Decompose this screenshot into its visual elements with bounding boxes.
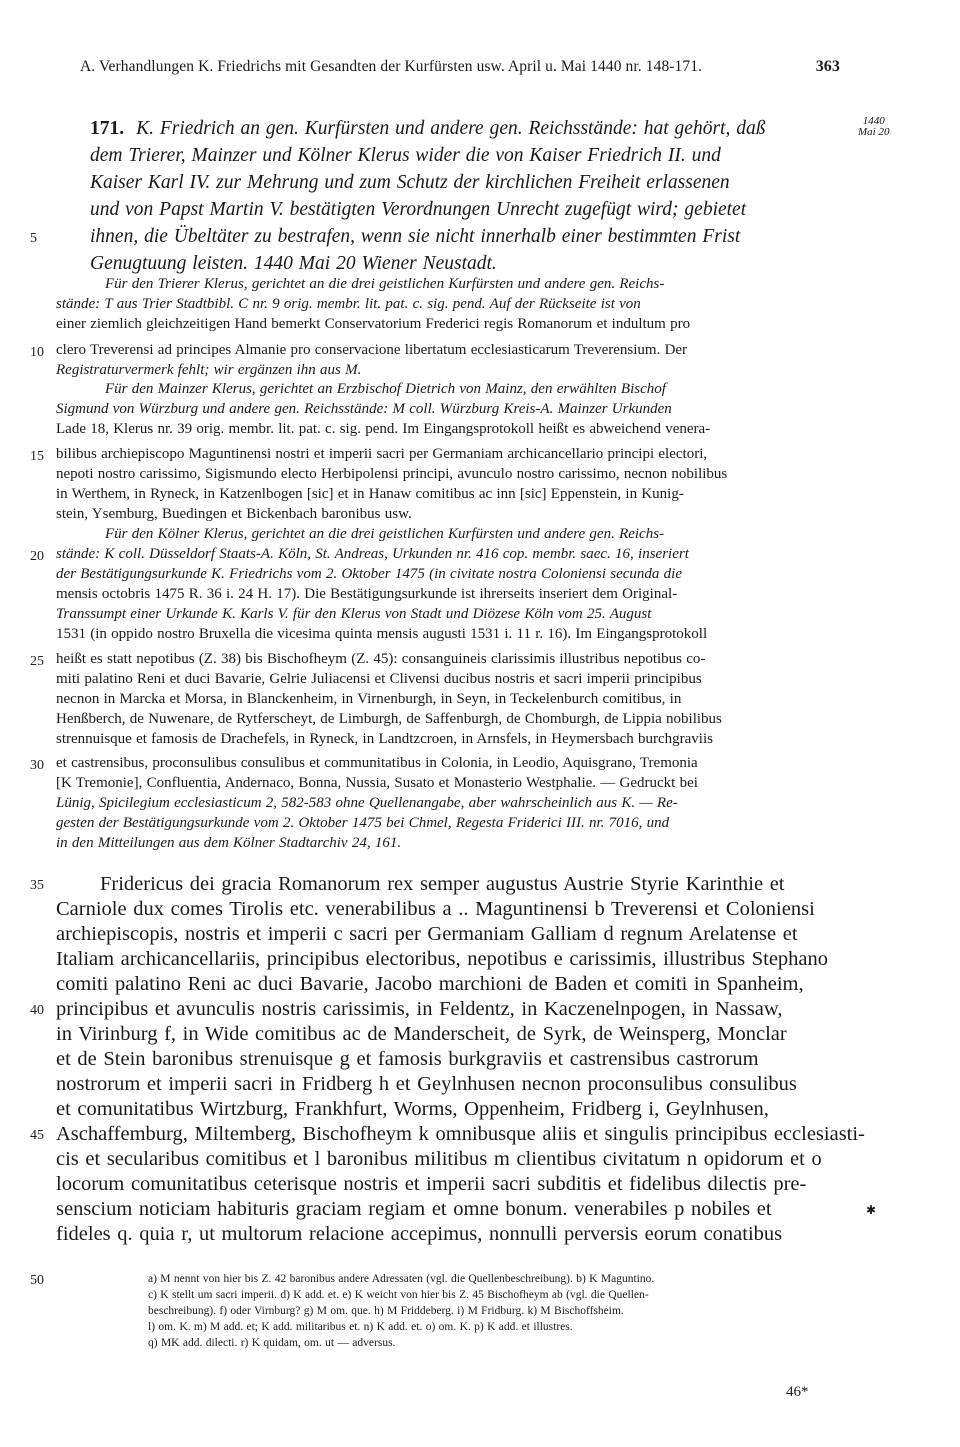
footnote-line: a) M nennt von hier bis Z. 42 baronibus andere Adressaten (vgl. die Quellenbeschreibung). b) K Maguntino. xyxy=(148,1273,655,1285)
document-number: 171. xyxy=(90,118,125,139)
apparatus-line: Für den Kölner Klerus, gerichtet an die drei geistlichen Kurfürsten und andere gen. Reichs- xyxy=(105,526,665,542)
margin-mark: ✱ xyxy=(866,1203,877,1217)
apparatus-line: stein, Ysemburg, Buedingen et Bickenbach baronibus usw. xyxy=(56,506,412,522)
apparatus-line: mensis octobris 1475 R. 36 i. 24 H. 17). Die Bestätigungsurkunde ist ihrerseits inseriert dem Original- xyxy=(56,586,678,602)
main-text-line: fideles q. quia r, ut multorum relacione accepimus, nonnulli perversis eorum conatibus xyxy=(56,1223,783,1245)
main-text-line: nostrorum et imperii sacri in Fridberg h et Geylnhusen necnon proconsulibus consulibus xyxy=(56,1073,797,1095)
line-number: 10 xyxy=(30,345,44,360)
main-text-line: Aschaffemburg, Miltemberg, Bischofheym k omnibusque aliis et singulis principibus ecclesiasti- xyxy=(56,1123,865,1145)
margin-date xyxy=(858,116,889,138)
apparatus-line: stände: K coll. Düsseldorf Staats-A. Köln, St. Andreas, Urkunden nr. 416 cop. membr. saec. 16, inseriert xyxy=(56,546,689,562)
main-text-line: Carniole dux comes Tirolis etc. venerabilibus a .. Maguntinensi b Treverensi et Coloniensi xyxy=(56,898,815,920)
footnote-line: c) K stellt um sacri imperii. d) K add. et. e) K weicht von hier bis Z. 45 Bischofheym ab (vgl. die Quellen- xyxy=(148,1289,649,1301)
main-text-line: cis et secularibus comitibus et l baronibus militibus m clientibus civitatum n opidorum et o xyxy=(56,1148,822,1170)
main-text-line: senscium noticiam habituris graciam regiam et omne bonum. venerabiles p nobiles et xyxy=(56,1198,772,1220)
apparatus-line: necnon in Marcka et Morsa, in Blanckenheim, in Virnenburgh, in Seyn, in Teckelenburch comitibus, in xyxy=(56,691,682,707)
running-head xyxy=(80,58,840,76)
main-text-line: archiepiscopis, nostris et imperii c sacri per Germaniam Galliam d regnum Arelatense et xyxy=(56,923,798,945)
apparatus-line: Henßberch, de Nuwenare, de Rytferscheyt, de Limburgh, de Saffenburgh, de Chomburgh, de Lippia nobilibus xyxy=(56,711,722,727)
heading-line: Genugtuung leisten. 1440 Mai 20 Wiener Neustadt. xyxy=(90,253,497,274)
apparatus-line: Sigmund von Würzburg und andere gen. Reichsstände: M coll. Würzburg Kreis-A. Mainzer Urkunden xyxy=(56,401,672,417)
apparatus-line: Lade 18, Klerus nr. 39 orig. membr. lit. pat. c. sig. pend. Im Eingangsprotokoll heißt es abweichend venera- xyxy=(56,421,711,437)
line-number: 20 xyxy=(30,549,44,564)
margin-date-year: 1440 xyxy=(862,115,885,127)
running-head-title: A. Verhandlungen K. Friedrichs mit Gesandten der Kurfürsten usw. April u. Mai 1440 nr. 148-171. xyxy=(80,58,703,75)
apparatus-line: stände: T aus Trier Stadtbibl. C nr. 9 orig. membr. lit. pat. c. sig. pend. Auf der Rückseite ist von xyxy=(56,296,641,312)
apparatus-line: nepoti nostro carissimo, Sigismundo electo Herbipolensi principi, avunculo nostro carissimo, necnon nobilibus xyxy=(56,466,728,482)
margin-date-day: Mai 20 xyxy=(858,126,890,138)
apparatus-line: heißt es statt nepotibus (Z. 38) bis Bischofheym (Z. 45): consanguineis clarissimis illustribus nepotibus co- xyxy=(56,651,706,667)
main-text-line: et comunitatibus Wirtzburg, Frankhfurt, Worms, Oppenheim, Fridberg i, Geylnhusen, xyxy=(56,1098,769,1120)
apparatus-line: Registraturvermerk fehlt; wir ergänzen ihn aus M. xyxy=(56,362,362,378)
line-number: 15 xyxy=(30,449,44,464)
main-text-line: principibus et avunculis nostris carissimis, in Feldentz, in Kaczenelnpogen, in Nassaw, xyxy=(56,998,783,1020)
footnote-line: q) MK add. dilecti. r) K quidam, om. ut — adversus. xyxy=(148,1337,396,1349)
line-number: 50 xyxy=(30,1273,44,1288)
heading-line: dem Trierer, Mainzer und Kölner Klerus wider die von Kaiser Friedrich II. und xyxy=(90,145,721,166)
line-number: 40 xyxy=(30,1003,44,1018)
main-text-line: Italiam archicancellariis, principibus electoribus, nepotibus e carissimis, illustribus Stephano xyxy=(56,948,829,970)
apparatus-line: Für den Mainzer Klerus, gerichtet an Erzbischof Dietrich von Mainz, den erwählten Bischof xyxy=(105,381,666,397)
main-text-line: in Virinburg f, in Wide comitibus ac de Manderscheit, de Syrk, de Weinsperg, Monclar xyxy=(56,1023,787,1045)
apparatus-line: gesten der Bestätigungsurkunde vom 2. Oktober 1475 bei Chmel, Regesta Friderici III. nr. 7016, und xyxy=(56,815,670,831)
apparatus-line: Lünig, Spicilegium ecclesiasticum 2, 582-583 ohne Quellenangabe, aber wahrscheinlich aus K. — Re- xyxy=(56,795,678,811)
apparatus-line: einer ziemlich gleichzeitigen Hand bemerkt Conservatorium Frederici regis Romanorum et indultum pro xyxy=(56,316,691,332)
apparatus-line: miti palatino Reni et duci Bavarie, Gelrie Juliacensi et Clivensi ducibus nostris et sacri imperii principibus xyxy=(56,671,702,687)
line-number: 30 xyxy=(30,758,44,773)
line-number: 5 xyxy=(30,231,37,246)
main-text-line: comiti palatino Reni ac duci Bavarie, Jacobo marchioni de Baden et comiti in Spanheim, xyxy=(56,973,804,995)
heading-line: ihnen, die Übeltäter zu bestrafen, wenn sie nicht innerhalb einer bestimmten Frist xyxy=(90,226,741,247)
apparatus-line: Für den Trierer Klerus, gerichtet an die drei geistlichen Kurfürsten und andere gen. Reichs- xyxy=(105,276,665,292)
line-number: 25 xyxy=(30,654,44,669)
footnote-line: beschreibung). f) oder Virnburg? g) M om. que. h) M Friddeberg. i) M Fridburg. k) M Bischoffsheim. xyxy=(148,1305,624,1317)
apparatus-line: in den Mitteilungen aus dem Kölner Stadtarchiv 24, 161. xyxy=(56,835,402,851)
apparatus-line: et castrensibus, proconsulibus consulibus et communitatibus in Colonia, in Leodio, Aquisgrano, Tremonia xyxy=(56,755,698,771)
main-text-line: et de Stein baronibus strenuisque g et famosis burkgraviis et castrensibus castrorum xyxy=(56,1048,759,1070)
main-text-line: locorum comunitatibus ceterisque nostris et imperii sacri subditis et fidelibus dilectis pre- xyxy=(56,1173,807,1195)
apparatus-line: strennuisque et famosis de Drachefels, in Ryneck, in Landtzcroen, in Arnsfels, in Heymersbach burchgraviis xyxy=(56,731,713,747)
line-number: 35 xyxy=(30,878,44,893)
apparatus-line: in Werthem, in Ryneck, in Katzenlbogen [sic] et in Hanaw comitibus ac inn [sic] Eppenstein, in Kunig- xyxy=(56,486,684,502)
main-text-line: Fridericus dei gracia Romanorum rex semper augustus Austrie Styrie Karinthie et xyxy=(100,873,785,895)
apparatus-line: Transsumpt einer Urkunde K. Karls V. für den Klerus von Stadt und Diözese Köln vom 25. August xyxy=(56,606,652,622)
heading-line: 171. K. Friedrich an gen. Kurfürsten und andere gen. Reichsstände: hat gehört, daß xyxy=(90,118,766,139)
page-number: 363 xyxy=(815,58,840,75)
footnote-line: l) om. K. m) M add. et; K add. militaribus et. n) K add. et. o) om. K. p) K add. et illustres. xyxy=(148,1321,573,1333)
heading-line: und von Papst Martin V. bestätigten Verordnungen Unrecht zugefügt wird; gebietet xyxy=(90,199,747,220)
sheet-signature: 46* xyxy=(786,1384,809,1400)
apparatus-line: 1531 (in oppido nostro Bruxella die vicesima quinta mensis augusti 1531 i. 11 r. 16). Im Eingangsprotokoll xyxy=(56,626,708,642)
line-number: 45 xyxy=(30,1128,44,1143)
heading-line: Kaiser Karl IV. zur Mehrung und zum Schutz der kirchlichen Freiheit erlassenen xyxy=(90,172,730,193)
apparatus-line: bilibus archiepiscopo Maguntinensi nostri et imperii sacri per Germaniam archicancellario principi electori, xyxy=(56,446,708,462)
apparatus-line: [K Tremonie], Confluentia, Andernaco, Bonna, Nussia, Susato et Monasterio Westphalie. — Gedruckt bei xyxy=(56,775,698,791)
apparatus-line: clero Treverensi ad principes Almanie pro conservacione libertatum ecclesiasticarum Treverensium. Der xyxy=(56,342,688,358)
apparatus-line: der Bestätigungsurkunde K. Friedrichs vom 2. Oktober 1475 (in civitate nostra Coloniensi secunda die xyxy=(56,566,682,582)
